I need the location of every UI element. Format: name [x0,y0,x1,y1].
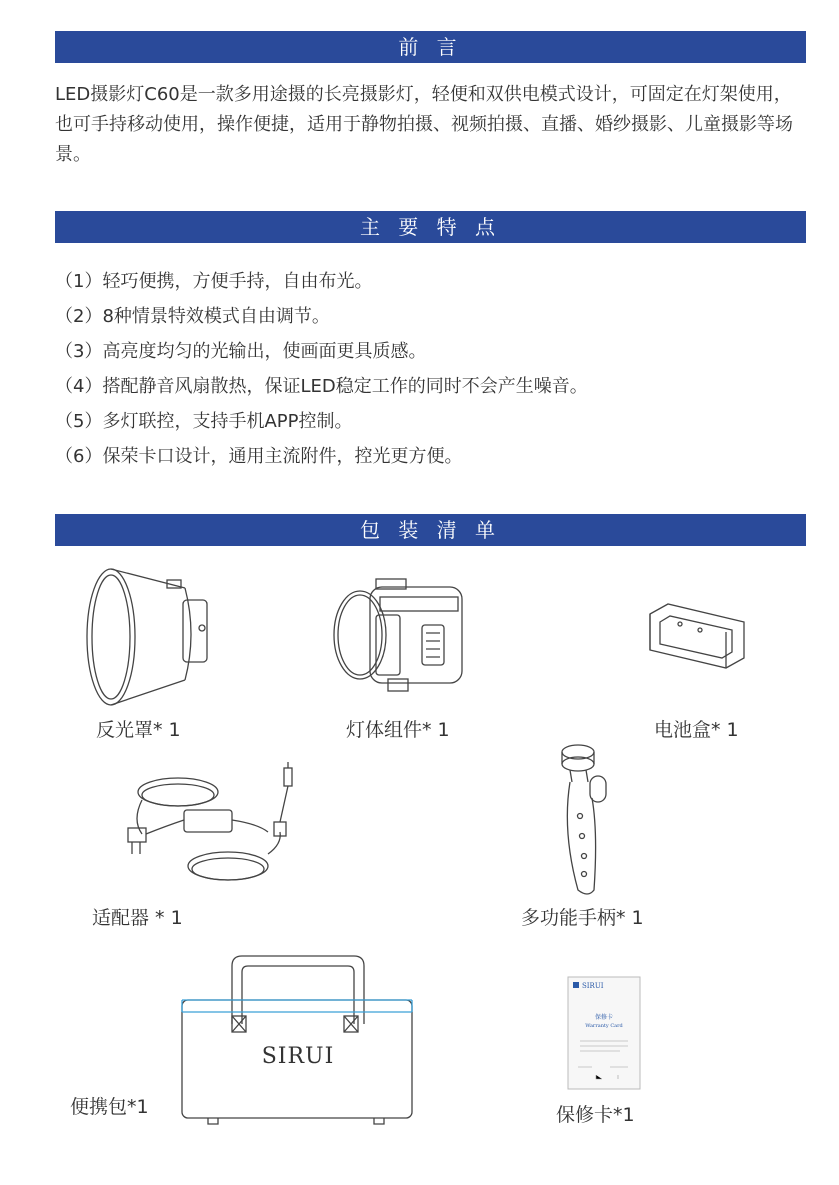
battery-box-image [640,600,750,670]
card-title-cn: 保修卡 [594,1014,614,1021]
features-header: 主 要 特 点 [55,211,806,243]
preface-header: 前 言 [55,31,806,63]
light-body-image [330,575,470,695]
bag-caption: 便携包*1 [70,1096,149,1118]
warranty-card-image [566,975,642,1091]
light-body-caption: 灯体组件* 1 [346,719,450,741]
warranty-caption: 保修卡*1 [556,1104,635,1126]
feature-item: （1）轻巧便携，方便手持，自由布光。 [55,271,373,292]
card-title-en: Warranty Card [585,1023,623,1029]
adapter-image [118,762,318,892]
feature-item: （3）高亮度均匀的光输出，使画面更具质感。 [55,341,427,362]
battery-box-caption: 电池盒* 1 [654,719,739,741]
card-logo: SIRUI [582,982,604,990]
bag-image [178,952,418,1127]
reflector-image [75,562,225,712]
handle-image [548,742,618,902]
bag-logo: SIRUI [261,1044,335,1069]
preface-text: LED摄影灯C60是一款多用途摄的长亮摄影灯，轻便和双供电模式设计，可固定在灯架使用，也可手持移动使用，操作便捷，适用于静物拍摄、视频拍摄、直播、婚纱摄影、儿童摄影等场景。 [55,84,793,165]
feature-item: （2）8种情景特效模式自由调节。 [55,306,330,327]
reflector-caption: 反光罩* 1 [96,719,181,741]
features-list [55,264,806,474]
feature-item: （5）多灯联控，支持手机APP控制。 [55,411,353,432]
feature-item: （4）搭配静音风扇散热，保证LED稳定工作的同时不会产生噪音。 [55,376,588,397]
handle-caption: 多功能手柄* 1 [521,907,644,929]
adapter-caption: 适配器 * 1 [92,907,183,929]
feature-item: （6）保荣卡口设计，通用主流附件，控光更方便。 [55,446,463,467]
package-header: 包 装 清 单 [55,514,806,546]
